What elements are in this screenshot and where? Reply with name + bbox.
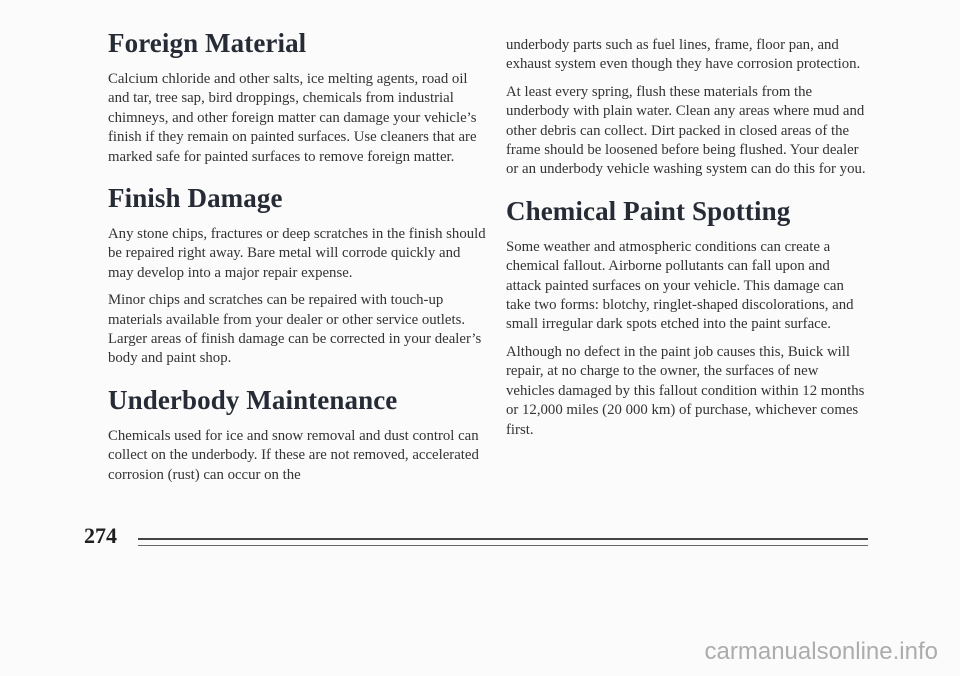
bottom-watermark: carmanualsonline.info — [704, 638, 938, 665]
paragraph-underbody-continued: underbody parts such as fuel lines, frame, floor pan, and exhaust system even though they have corrosion protection. — [506, 37, 861, 73]
right-column — [506, 36, 868, 440]
heading-foreign-material: Foreign Material — [108, 28, 307, 58]
paragraph-flush-underbody: At least every spring, flush these materials from the underbody with plain water. Clean any areas where mud and other debris can collect. Dirt packed in closed areas of the frame should be loosened before being flushed. Your dealer or an underbody vehicle washing system can do this for you. — [506, 83, 866, 178]
paragraph-buick-repair: Although no defect in the paint job causes this, Buick will repair, at no charge to the owner, the surfaces of new vehicles damaged by this fallout condition within 12 months or 12,000 miles (20 000 km) of purchase, whichever comes first. — [506, 343, 865, 438]
vertical-watermark — [0, 0, 34, 420]
footer-rule-top — [138, 538, 868, 540]
left-column — [108, 28, 488, 485]
paragraph-finish-damage-2: Minor chips and scratches can be repaired with touch-up materials available from your dealer or other service outlets. Larger areas of finish damage can be corrected in your dealer’s body and paint shop. — [108, 292, 482, 367]
page-number: 274 — [84, 523, 117, 548]
footer-rule-bottom — [138, 545, 868, 546]
heading-chemical-paint-spotting: Chemical Paint Spotting — [506, 195, 791, 226]
paragraph-foreign-material: Calcium chloride and other salts, ice melting agents, road oil and tar, tree sap, bird droppings, chemicals from industrial chimneys, and other foreign matter can damage your vehicle’s finish if they remain on painted surfaces. Use cleaners that are marked safe for painted surfaces to remove foreign matter. — [108, 71, 477, 165]
paragraph-finish-damage-1: Any stone chips, fractures or deep scratches in the finish should be repaired right away. Bare metal will corrode quickly and may develop into a major repair expense. — [108, 226, 486, 281]
heading-underbody-maintenance: Underbody Maintenance — [108, 384, 398, 415]
heading-finish-damage: Finish Damage — [108, 183, 283, 214]
paragraph-underbody-maintenance: Chemicals used for ice and snow removal and dust control can collect on the underbody. If these are not removed, accelerated corrosion (rust) can occur on the — [108, 427, 479, 483]
paragraph-chemical-fallout: Some weather and atmospheric conditions can create a chemical fallout. Airborne pollutants can fall upon and attack painted surfaces on your vehicle. This damage can take two forms: blotchy, ringlet-shaped discolorations, and small irregular dark spots etched into the paint surface. — [506, 238, 854, 333]
